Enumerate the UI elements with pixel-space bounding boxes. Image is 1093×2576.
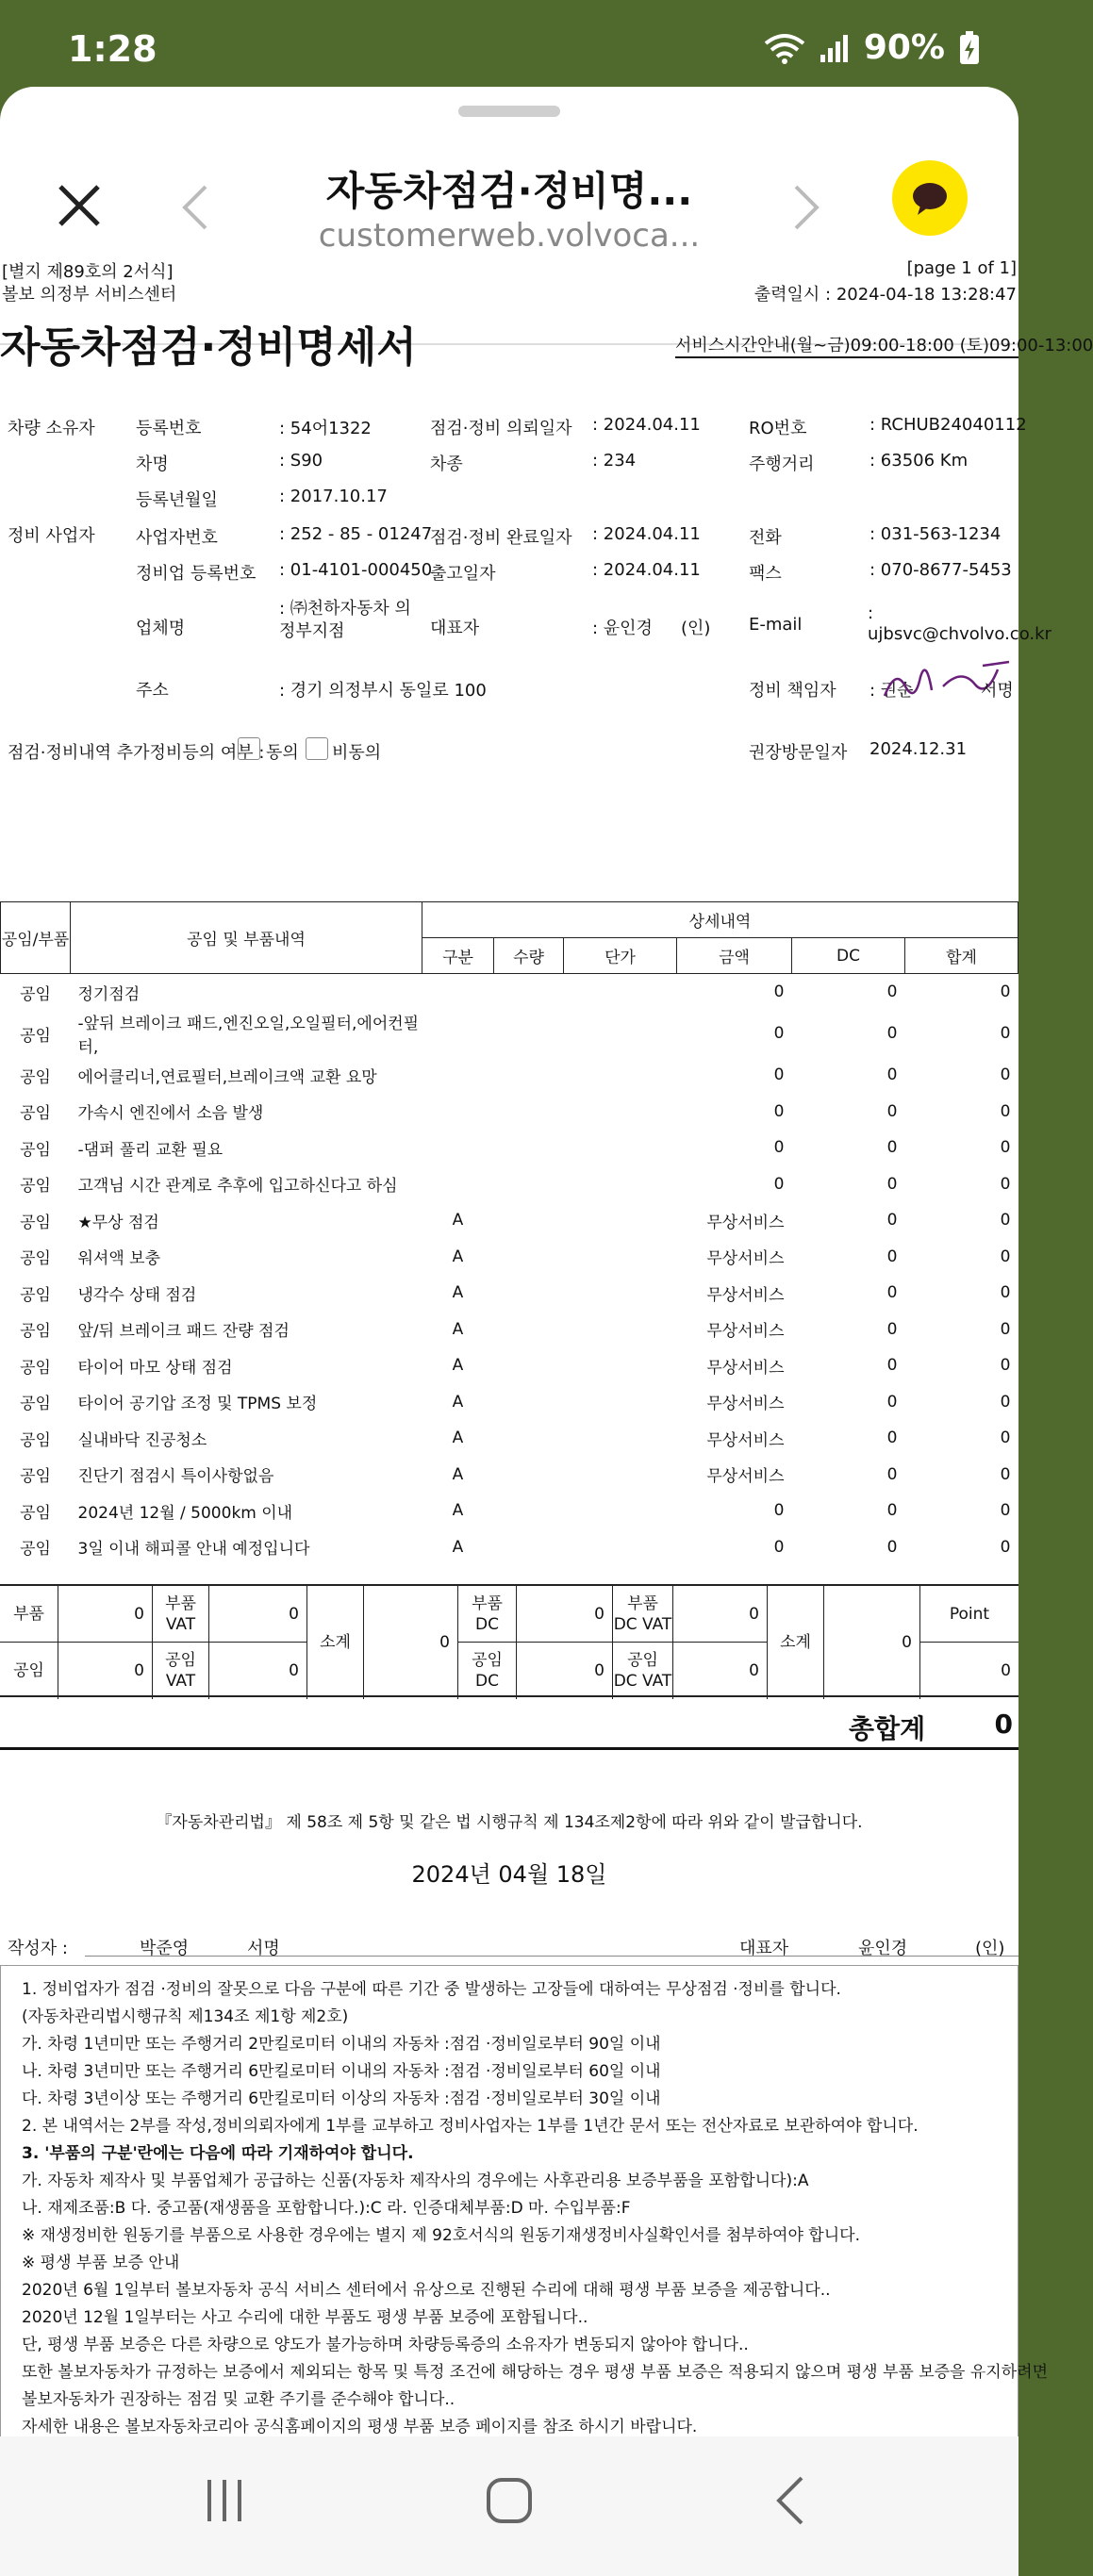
sum-parts-vat-label: 부품 VAT <box>153 1586 209 1643</box>
cell-empty <box>564 1010 677 1057</box>
cell-gubun: A <box>452 1464 464 1484</box>
cell-gubun: A <box>452 1319 464 1339</box>
email-value: : ujbsvc@chvolvo.co.kr <box>868 603 1052 644</box>
cell-empty <box>564 1347 677 1384</box>
document-title: 자동차점검·정비명세서 <box>0 323 417 372</box>
ro-value: : RCHUB24040112 <box>869 415 1027 435</box>
cell-type: 공임 <box>20 1026 51 1046</box>
status-bar <box>0 0 1018 94</box>
ceo-label: 대표자 <box>430 619 480 638</box>
regdate-label: 등록년월일 <box>136 490 218 510</box>
reg-label: 등록번호 <box>136 419 202 438</box>
note-line: (자동차관리법시행규칙 제134조 제1항 제2호) <box>22 2007 349 2026</box>
table-row <box>1 1529 1018 1566</box>
cell-type: 공임 <box>20 1467 51 1487</box>
cell-type: 공임 <box>20 1213 51 1232</box>
note-line: 가. 자동차 제작사 및 부품업체가 공급하는 신품(자동차 제작사의 경우에는 사후관리용 보증부품을 포함합니다):A <box>22 2171 809 2190</box>
cell-desc: 워셔액 보충 <box>77 1249 161 1269</box>
note-line: 가. 차령 1년미만 또는 주행거리 2만킬로미터 이내의 자동차 :점검 ·정비일로부터 90일 이내 <box>22 2035 661 2054</box>
ceo-seal: (인) <box>681 619 711 638</box>
cell-type: 공임 <box>20 1322 51 1342</box>
addr-label: 주소 <box>136 681 169 701</box>
table-row <box>1 1420 1018 1457</box>
note-line: 또한 볼보자동차가 규정하는 보증에서 제외되는 항목 및 특정 조건에 해당하는 경우 평생 부품 보증은 적용되지 않으며 평생 부품 보증을 유지하려면 <box>22 2363 1048 2382</box>
cell-dc: 0 <box>886 1537 898 1557</box>
cell-total: 0 <box>1000 1101 1011 1121</box>
cell-total: 0 <box>1000 1319 1011 1339</box>
cell-amount: 0 <box>773 1065 785 1085</box>
cell-gubun: A <box>452 1247 464 1266</box>
cell-dc: 0 <box>886 1024 898 1043</box>
cell-total: 0 <box>1000 1537 1011 1557</box>
sum-labor-dcvat-label: 공임 DC VAT <box>613 1643 673 1699</box>
cell-empty <box>564 1239 677 1276</box>
out-value: : 2024.04.11 <box>592 560 701 580</box>
cell-dc: 0 <box>886 1501 898 1521</box>
cell-empty <box>564 1130 677 1166</box>
table-row <box>1 1312 1018 1348</box>
cell-gubun: A <box>452 1211 464 1230</box>
cell-desc: 실내바닥 진공청소 <box>77 1430 207 1450</box>
page-url[interactable]: customerweb.volvoca... <box>318 217 701 255</box>
chat-bubble-icon <box>892 160 968 236</box>
reg-value: : 54어1322 <box>279 419 372 438</box>
cell-gubun <box>422 1010 494 1057</box>
summary-grid <box>0 1584 1018 1697</box>
cell-desc: 진단기 점검시 특이사항없음 <box>77 1467 274 1487</box>
sum-parts-label: 부품 <box>0 1586 58 1643</box>
drag-handle[interactable] <box>458 106 560 117</box>
form-number: [별지 제89호의 2서식] <box>2 262 174 282</box>
cell-amount: 무상서비스 <box>706 1285 785 1305</box>
sum-subtotal2-value: 0 <box>824 1586 920 1699</box>
cell-total: 0 <box>1000 1211 1011 1230</box>
table-row <box>1 974 1018 1011</box>
cell-amount: 무상서비스 <box>706 1358 785 1378</box>
cell-desc: 고객님 시간 관계로 추후에 입고하신다고 하심 <box>77 1177 398 1197</box>
system-nav-bar <box>0 2436 1018 2576</box>
owner-label: 차량 소유자 <box>8 419 95 438</box>
cell-desc: ★무상 점검 <box>77 1213 159 1232</box>
sum-labor-dc-value: 0 <box>517 1643 613 1699</box>
cell-type: 공임 <box>20 984 51 1004</box>
cell-gubun: A <box>452 1392 464 1412</box>
cell-total: 0 <box>1000 1024 1011 1043</box>
note-line: 1. 정비업자가 점검 ·정비의 잘못으로 다음 구분에 따른 기간 중 발생하는 고장들에 대하여는 무상점검 ·정비를 합니다. <box>22 1980 841 1999</box>
sum-point-value: 0 <box>1001 1661 1011 1680</box>
status-time: 1:28 <box>68 28 157 70</box>
law-statement: 『자동차관리법』 제 58조 제 5항 및 같은 법 시행규칙 제 134조제2항에 따라 위와 같이 발급합니다. <box>156 1813 863 1832</box>
sum-parts-dcvat-label: 부품 DC VAT <box>613 1586 673 1643</box>
cell-empty <box>494 1057 564 1094</box>
service-hours: 서비스시간안내(월~금)09:00-18:00 (토)09:00-13:00 <box>675 332 1018 358</box>
cell-empty <box>494 1420 564 1457</box>
col-detail: 상세내역 <box>422 902 1018 938</box>
battery-text: 90% <box>863 28 945 67</box>
cell-empty <box>564 1275 677 1312</box>
cell-desc: -앞뒤 브레이크 패드,엔진오일,오일필터,에어컨필터, <box>77 1015 420 1057</box>
fax-label: 팩스 <box>749 564 782 584</box>
document <box>0 258 1093 2436</box>
cell-type: 공임 <box>20 1104 51 1124</box>
cell-empty <box>564 1166 677 1203</box>
battery-charging-icon <box>958 30 981 66</box>
writer-sign: 서명 <box>247 1939 280 1958</box>
cell-empty <box>564 1202 677 1239</box>
ro-label: RO번호 <box>749 419 807 438</box>
kind-value: : 234 <box>592 451 637 471</box>
col-total: 합계 <box>905 938 1018 974</box>
cell-empty <box>494 1312 564 1348</box>
cell-total: 0 <box>1000 1283 1011 1303</box>
cell-empty <box>564 1057 677 1094</box>
out-label: 출고일자 <box>430 564 496 584</box>
fax-value: : 070-8677-5453 <box>869 560 1012 580</box>
cell-empty <box>494 1275 564 1312</box>
cell-desc: 가속시 엔진에서 소음 발생 <box>77 1104 264 1124</box>
signal-icon <box>819 32 851 64</box>
agree-label: 동의 <box>266 743 299 763</box>
biz-label: 사업자번호 <box>136 528 218 548</box>
cell-type: 공임 <box>20 1177 51 1197</box>
cell-desc: 에어클리너,연료필터,브레이크액 교환 요망 <box>77 1067 377 1087</box>
note-line: 3. '부품의 구분'란에는 다음에 따라 기재하여야 합니다. <box>22 2144 414 2163</box>
cell-amount: 무상서비스 <box>706 1395 785 1414</box>
disagree-checkbox[interactable] <box>306 737 328 760</box>
sum-subtotal-label: 소계 <box>307 1586 364 1699</box>
note-line: 나. 차령 3년미만 또는 주행거리 6만킬로미터 이내의 자동차 :점검 ·정비일로부터 60일 이내 <box>22 2062 661 2081</box>
cell-total: 0 <box>1000 1356 1011 1376</box>
cell-empty <box>494 1239 564 1276</box>
cell-amount: 무상서비스 <box>706 1467 785 1487</box>
printed-at: 출력일시 : 2024-04-18 13:28:47 <box>754 285 1017 305</box>
recent-apps-icon[interactable] <box>198 2474 251 2527</box>
wifi-icon <box>764 32 805 64</box>
cell-amount: 무상서비스 <box>706 1430 785 1450</box>
note-line: ※ 평생 부품 보증 안내 <box>22 2254 180 2272</box>
visit-value: 2024.12.31 <box>869 739 968 759</box>
sum-labor-vat-value: 0 <box>209 1643 307 1699</box>
home-icon[interactable] <box>483 2474 536 2527</box>
writer-label: 작성자 : <box>8 1939 68 1958</box>
company-label: 업체명 <box>136 619 186 638</box>
cell-gubun <box>422 1130 494 1166</box>
cell-gubun: A <box>452 1501 464 1521</box>
cell-empty <box>564 1094 677 1131</box>
visit-label: 권장방문일자 <box>749 743 848 763</box>
cell-dc: 0 <box>886 1283 898 1303</box>
cell-dc: 0 <box>886 983 898 1001</box>
service-center: 볼보 의정부 서비스센터 <box>2 285 177 305</box>
cell-gubun: A <box>452 1428 464 1448</box>
cell-total: 0 <box>1000 983 1011 1001</box>
table-row <box>1 1493 1018 1529</box>
done-label: 점검·정비 완료일자 <box>430 528 572 548</box>
sum-parts-dc-value: 0 <box>517 1586 613 1643</box>
cell-empty <box>564 974 677 1011</box>
mgr-sign: 서명 <box>981 681 1014 701</box>
mgr-label: 정비 책임자 <box>749 681 836 701</box>
table-row <box>1 1130 1018 1166</box>
cell-total: 0 <box>1000 1464 1011 1484</box>
col-qty: 수량 <box>494 938 564 974</box>
note-line: 2. 본 내역서는 2부를 작성,정비의뢰자에게 1부를 교부하고 정비사업자는 1부를 1년간 문서 또는 전산자료로 보관하여야 합니다. <box>22 2117 919 2136</box>
cell-empty <box>564 1493 677 1529</box>
cell-empty <box>494 1130 564 1166</box>
cell-empty <box>494 1457 564 1494</box>
cell-desc: 냉각수 상태 점검 <box>77 1285 197 1305</box>
note-line: ※ 재생정비한 원동기를 부품으로 사용한 경우에는 별지 제 92호서식의 원동기재생정비사실확인서를 첨부하여야 합니다. <box>22 2226 860 2245</box>
cell-dc: 0 <box>886 1464 898 1484</box>
shop-reg-label: 정비업 등록번호 <box>136 564 257 584</box>
mileage-value: : 63506 Km <box>869 451 969 471</box>
table-row <box>1 1239 1018 1276</box>
cell-type: 공임 <box>20 1358 51 1378</box>
sum-parts-vat-value: 0 <box>209 1586 307 1643</box>
cell-dc: 0 <box>886 1319 898 1339</box>
table-row <box>1 1457 1018 1494</box>
cell-dc: 0 <box>886 1174 898 1194</box>
sum-labor-dcvat-value: 0 <box>673 1643 768 1699</box>
model-value: : S90 <box>279 451 323 471</box>
cell-type: 공임 <box>20 1503 51 1523</box>
table-row <box>1 1347 1018 1384</box>
cell-gubun <box>422 974 494 1011</box>
sum-subtotal-value: 0 <box>364 1586 458 1699</box>
table-row <box>1 1384 1018 1421</box>
cell-desc: 타이어 마모 상태 점검 <box>77 1358 233 1378</box>
cell-total: 0 <box>1000 1065 1011 1085</box>
page-title: 자동차점검·정비명... <box>325 168 693 214</box>
issue-date: 2024년 04월 18일 <box>411 1861 607 1888</box>
cell-empty <box>564 1529 677 1566</box>
col-type: 공임/부품 <box>1 902 71 974</box>
cell-dc: 0 <box>886 1247 898 1266</box>
cell-empty <box>564 1457 677 1494</box>
sum-parts-dcvat-value: 0 <box>673 1586 768 1643</box>
kind-label: 차종 <box>430 454 463 474</box>
cell-desc: 앞/뒤 브레이크 패드 잔량 점검 <box>77 1322 290 1342</box>
chevron-right-icon[interactable] <box>788 179 826 236</box>
cell-empty <box>494 1493 564 1529</box>
sum-labor-value: 0 <box>58 1643 153 1699</box>
cell-empty <box>564 1420 677 1457</box>
cell-type: 공임 <box>20 1430 51 1450</box>
cell-dc: 0 <box>886 1211 898 1230</box>
extra-label: 점검·정비내역 추가정비등의 여부 : <box>8 743 265 763</box>
cell-total: 0 <box>1000 1501 1011 1521</box>
sum-labor-label: 공임 <box>0 1643 58 1699</box>
cell-dc: 0 <box>886 1138 898 1158</box>
rep-name: 윤인경 <box>858 1939 908 1958</box>
cell-empty <box>494 1529 564 1566</box>
cell-gubun <box>422 1057 494 1094</box>
cell-dc: 0 <box>886 1392 898 1412</box>
tel-value: : 031-563-1234 <box>869 524 1002 544</box>
agree-checkbox[interactable] <box>238 737 260 760</box>
cell-amount: 0 <box>773 1024 785 1043</box>
col-gubun: 구분 <box>422 938 494 974</box>
cell-empty <box>494 1094 564 1131</box>
cell-total: 0 <box>1000 1392 1011 1412</box>
cell-total: 0 <box>1000 1247 1011 1266</box>
cell-empty <box>494 974 564 1011</box>
mgr-value: : 권순 <box>869 681 914 701</box>
table-row <box>1 1202 1018 1239</box>
disagree-label: 비동의 <box>332 743 382 763</box>
cell-amount: 무상서비스 <box>706 1213 785 1232</box>
note-line: 볼보자동차가 권장하는 점검 및 교환 주기를 준수해야 합니다.. <box>22 2390 455 2409</box>
cell-amount: 0 <box>773 1174 785 1194</box>
req-date-label: 점검·정비 의뢰일자 <box>430 419 572 438</box>
cell-gubun: A <box>452 1356 464 1376</box>
writer-name: 박준영 <box>140 1939 190 1958</box>
cell-gubun <box>422 1094 494 1131</box>
cell-desc: -댐퍼 풀리 교환 필요 <box>77 1140 224 1160</box>
browser-sheet <box>0 87 1093 2489</box>
email-label: E-mail <box>749 615 803 635</box>
cell-dc: 0 <box>886 1428 898 1448</box>
cell-type: 공임 <box>20 1395 51 1414</box>
note-line: 나. 재제조품:B 다. 중고품(재생품을 포함합니다.):C 라. 인증대체부품:D 마. 수입부품:F <box>22 2199 631 2218</box>
cell-dc: 0 <box>886 1065 898 1085</box>
cell-gubun: A <box>452 1283 464 1303</box>
cell-total: 0 <box>1000 1138 1011 1158</box>
table-row <box>1 1275 1018 1312</box>
parts-table <box>0 901 1018 1565</box>
grand-total-value: 0 <box>994 1709 1013 1740</box>
status-icons <box>764 28 981 67</box>
req-date-value: : 2024.04.11 <box>592 415 701 435</box>
sum-parts-value: 0 <box>58 1586 153 1643</box>
cell-empty <box>494 1166 564 1203</box>
cell-type: 공임 <box>20 1540 51 1560</box>
sum-subtotal2-label: 소계 <box>768 1586 824 1699</box>
cell-amount: 무상서비스 <box>706 1249 785 1269</box>
table-row <box>1 1166 1018 1203</box>
back-icon[interactable] <box>766 2474 819 2527</box>
close-icon[interactable] <box>51 177 108 234</box>
grand-total-label: 총합계 <box>849 1713 926 1744</box>
cell-desc: 2024년 12월 / 5000km 이내 <box>77 1503 293 1523</box>
company-value: : ㈜천하자동차 의정부지점 <box>279 599 411 641</box>
table-row <box>1 1010 1018 1057</box>
cell-amount: 무상서비스 <box>706 1322 785 1342</box>
table-row <box>1 1057 1018 1094</box>
note-line: 다. 차령 3년이상 또는 주행거리 6만킬로미터 이상의 자동차 :점검 ·정비일로부터 30일 이내 <box>22 2089 661 2108</box>
sum-parts-dc-label: 부품 DC <box>458 1586 517 1643</box>
model-label: 차명 <box>136 454 169 474</box>
col-unit: 단가 <box>564 938 677 974</box>
col-amount: 금액 <box>677 938 792 974</box>
note-line: 2020년 12월 1일부터는 사고 수리에 대한 부품도 평생 부품 보증에 포함됩니다.. <box>22 2308 588 2327</box>
cell-desc: 정기점검 <box>77 984 141 1004</box>
cell-desc: 타이어 공기압 조정 및 TPMS 보정 <box>77 1395 318 1414</box>
sum-labor-dc-label: 공임 DC <box>458 1643 517 1699</box>
cell-empty <box>564 1384 677 1421</box>
note-line: 자세한 내용은 볼보자동차코리아 공식홈페이지의 평생 부품 보증 페이지를 참조 하시기 바랍니다. <box>22 2418 698 2436</box>
col-desc: 공임 및 부품내역 <box>71 902 422 974</box>
cell-dc: 0 <box>886 1356 898 1376</box>
cell-empty <box>564 1312 677 1348</box>
chevron-left-icon[interactable] <box>175 179 213 236</box>
cell-empty <box>494 1010 564 1057</box>
rep-label: 대표자 <box>739 1939 789 1958</box>
cell-amount: 0 <box>773 1501 785 1521</box>
cell-total: 0 <box>1000 1428 1011 1448</box>
col-dc: DC <box>792 938 905 974</box>
sum-labor-vat-label: 공임 VAT <box>153 1643 209 1699</box>
note-line: 2020년 6월 1일부터 볼보자동차 공식 서비스 센터에서 유상으로 진행된 수리에 대해 평생 부품 보증을 제공합니다.. <box>22 2281 831 2300</box>
sum-point-label: Point <box>920 1586 1018 1643</box>
cell-empty <box>494 1202 564 1239</box>
cell-total: 0 <box>1000 1174 1011 1194</box>
page-indicator: [page 1 of 1] <box>906 258 1017 278</box>
cell-type: 공임 <box>20 1067 51 1087</box>
cell-desc: 3일 이내 해피콜 안내 예정입니다 <box>77 1540 310 1560</box>
mileage-label: 주행거리 <box>749 454 815 474</box>
note-line: 단, 평생 부품 보증은 다른 차량으로 양도가 불가능하며 차량등록증의 소유자가 변동되지 않아야 합니다.. <box>22 2336 749 2354</box>
grand-total-row <box>0 1703 1018 1750</box>
cell-empty <box>494 1384 564 1421</box>
cell-type: 공임 <box>20 1140 51 1160</box>
chat-button[interactable] <box>892 160 968 236</box>
cell-gubun <box>422 1166 494 1203</box>
biz-value: : 252 - 85 - 01247 <box>279 524 433 544</box>
addr-value: : 경기 의정부시 동일로 100 <box>279 681 487 701</box>
tel-label: 전화 <box>749 528 782 548</box>
done-value: : 2024.04.11 <box>592 524 701 544</box>
shop-label: 정비 사업자 <box>8 526 95 546</box>
cell-dc: 0 <box>886 1101 898 1121</box>
cell-type: 공임 <box>20 1249 51 1269</box>
cell-amount: 0 <box>773 1537 785 1557</box>
cell-amount: 0 <box>773 1101 785 1121</box>
regdate-value: : 2017.10.17 <box>279 487 388 506</box>
cell-empty <box>494 1347 564 1384</box>
ceo-value: : 윤인경 <box>592 619 653 638</box>
cell-amount: 0 <box>773 1138 785 1158</box>
cell-gubun: A <box>452 1537 464 1557</box>
shop-reg-value: : 01-4101-000450 <box>279 560 433 580</box>
rep-seal: (인) <box>975 1939 1005 1958</box>
notes-box <box>0 1965 1048 2446</box>
cell-type: 공임 <box>20 1285 51 1305</box>
cell-amount: 0 <box>773 983 785 1001</box>
table-row <box>1 1094 1018 1131</box>
